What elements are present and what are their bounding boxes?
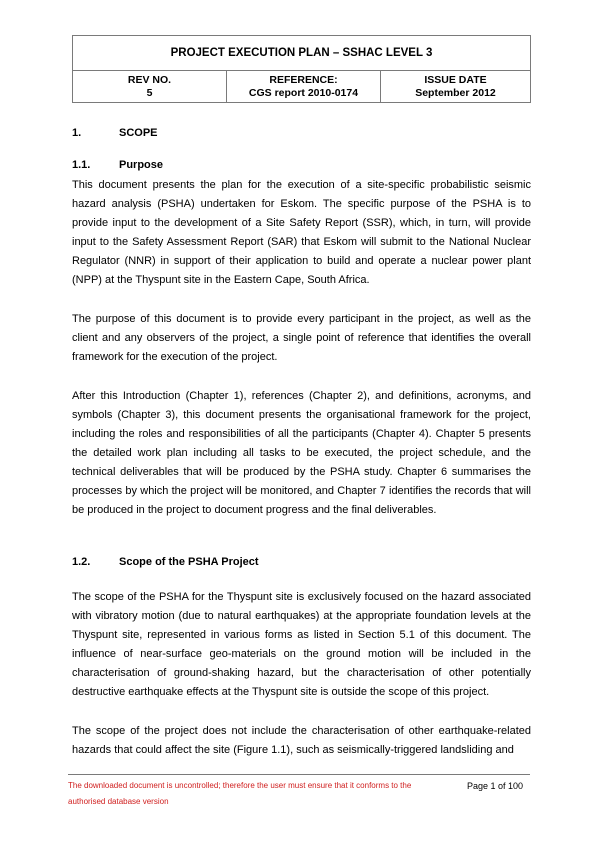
section-title: SCOPE (119, 127, 158, 139)
subsection-title: Scope of the PSHA Project (119, 556, 259, 568)
footer-divider (68, 774, 530, 775)
subsection-number: 1.1. (72, 159, 91, 171)
reference-value: CGS report 2010-0174 (248, 86, 359, 99)
subsection-heading-psha-scope (72, 556, 259, 568)
paragraph: The scope of the project does not include the characterisation of other earthquake-related hazards that could affect the site (Figure 1.1), such as seismically-triggered landsliding and (72, 725, 531, 756)
document-header-table (72, 35, 531, 103)
subsection-title: Purpose (119, 159, 164, 171)
footer-disclaimer: The downloaded document is uncontrolled; therefore the user must ensure that it conforms to the authorised database version (68, 781, 412, 806)
reference-label: REFERENCE: (269, 73, 338, 86)
issue-date-cell (381, 71, 531, 103)
subsection-number: 1.2. (72, 556, 91, 568)
paragraph: This document presents the plan for the execution of a site-specific probabilistic seismic hazard analysis (PSHA) undertaken for Eskom. The specific purpose of the PSHA is to provide input to the development of a Site Safety Report (SSR), which, in turn, will provide input to the Safety Assessment Report (SAR) that Eskom will submit to the National Nuclear Regulator (NNR) in support of their application to build and operate a nuclear power plant (NPP) at the Thyspunt site in the Eastern Cape, South Africa. (72, 179, 531, 286)
rev-cell (73, 71, 227, 103)
rev-label: REV NO. (127, 73, 172, 86)
section-heading-scope (72, 127, 158, 139)
rev-value: 5 (146, 86, 153, 99)
paragraph: The scope of the PSHA for the Thyspunt site is exclusively focused on the hazard associated with vibratory motion (due to natural earthquakes) at the appropriate foundation levels at the Thyspunt site, represented in various forms as listed in Section 5.1 of this document. The influence of near-surface geo-materials on the ground motion will be included in the characterisation of ground-shaking hazard, but the characterisation of other potentially destructive earthquake effects at the Thyspunt site is outside the scope of this project. (72, 591, 531, 698)
page-number: Page 1 of 100 (467, 781, 524, 791)
paragraph: After this Introduction (Chapter 1), references (Chapter 2), and definitions, acronyms, and symbols (Chapter 3), this document presents the organisational framework for the project, including the roles and responsibilities of all the participants (Chapter 4). Chapter 5 presents the detailed work plan including all tasks to be executed, the project schedule, and the technical deliverables that will be produced by the PSHA study. Chapter 6 summarises the processes by which the project will be monitored, and Chapter 7 identifies the records that will be produced in the project to document progress and the final deliverables. (72, 390, 531, 516)
paragraph: The purpose of this document is to provide every participant in the project, as well as the client and any observers of the project, a single point of reference that identifies the overall framework for the execution of the project. (72, 313, 531, 363)
issue-date-value: September 2012 (415, 86, 496, 99)
reference-cell (227, 71, 381, 103)
document-title: PROJECT EXECUTION PLAN – SSHAC LEVEL 3 (73, 36, 531, 71)
subsection-heading-purpose (72, 159, 163, 171)
issue-date-label: ISSUE DATE (424, 73, 487, 86)
section-number: 1. (72, 127, 82, 139)
